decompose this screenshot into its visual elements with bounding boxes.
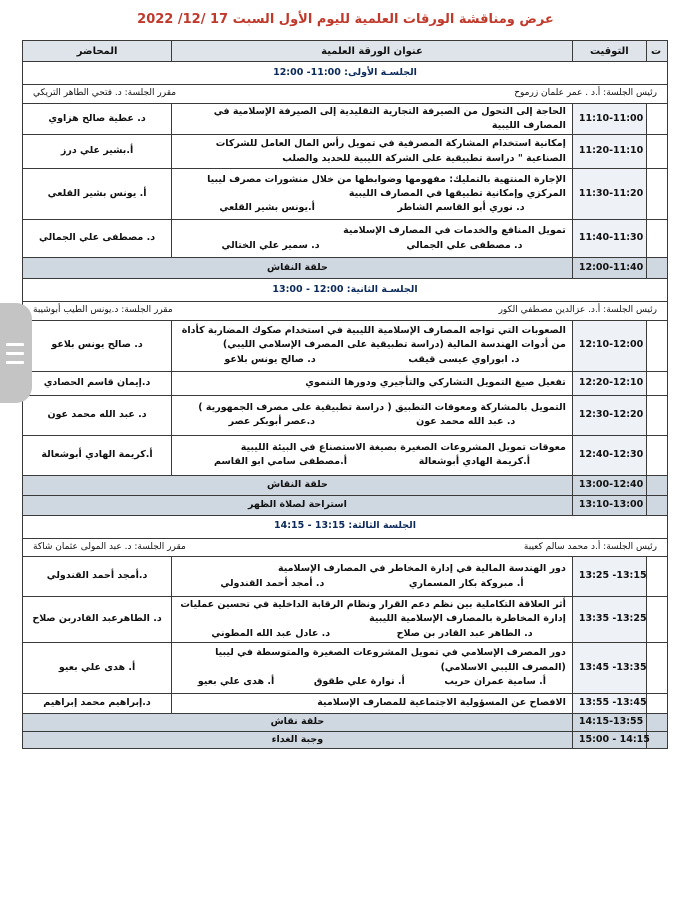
break-time: 14:15-13:55 (572, 713, 646, 731)
paper-authors (178, 201, 566, 215)
paper-title: التمويل بالمشاركة ومعوقات التطبيق ( دراسة تطبيقية على مصرف الجمهورية ) (198, 401, 566, 413)
paper-title-cell (172, 642, 573, 693)
paper-number (646, 395, 667, 435)
paper-number (646, 220, 667, 258)
break-label: حلقة النقاش (23, 258, 573, 279)
session-chair: رئيس الجلسة: أ.د . عمر علمان زرموح (514, 88, 657, 98)
paper-title-cell (172, 371, 573, 395)
schedule-body (23, 62, 668, 749)
paper-authors (178, 675, 566, 689)
paper-time: 11:10-11:00 (572, 103, 646, 135)
paper-author: أ.مصطفى سامي ابو القاسم (214, 456, 347, 467)
session-chair-cell (23, 302, 668, 321)
paper-authors (178, 455, 566, 469)
paper-lecturer: د.إبراهيم محمد إبراهيم (23, 693, 172, 713)
break-number (646, 258, 667, 279)
paper-title-cell (172, 169, 573, 220)
session-rapporteur: مقرر الجلسة: د.يونس الطيب أبوشيبة (33, 305, 173, 315)
paper-number (646, 642, 667, 693)
paper-number (646, 597, 667, 643)
paper-number (646, 103, 667, 135)
paper-author: أ. سامية عمران حريب (444, 675, 547, 687)
paper-author: د.عصر أبوبكر عصر (228, 416, 316, 427)
session-heading-row (23, 279, 668, 302)
paper-number (646, 169, 667, 220)
session-heading: الجلسـة الثانية: 12:00 - 13:00 (23, 279, 668, 302)
header-time: التوقيت (572, 41, 646, 62)
paper-time: 12:30-12:20 (572, 395, 646, 435)
paper-number (646, 135, 667, 169)
paper-time: 11:20-11:10 (572, 135, 646, 169)
session-rapporteur: مقرر الجلسة: د. فتحي الطاهر التريكي (33, 88, 177, 98)
session-chair-info (33, 304, 657, 318)
paper-title: الافصاح عن المسؤولية الاجتماعية للمصارف الإسلامية (317, 697, 566, 709)
paper-time: 12:20-12:10 (572, 371, 646, 395)
paper-title: دور المصرف الإسلامي في تمويل المشروعات الصغيرة والمتوسطة في ليبيا (المصرف الليبي الاسلامي) (215, 647, 566, 673)
paper-row (23, 220, 668, 258)
paper-number (646, 435, 667, 475)
paper-number (646, 320, 667, 371)
paper-title-cell (172, 220, 573, 258)
break-time: 12:00-11:40 (572, 258, 646, 279)
paper-lecturer: أ. هدى علي بعيو (23, 642, 172, 693)
header-title: عنوان الورقة العلمية (172, 41, 573, 62)
paper-time: 13:35 -13:25 (572, 597, 646, 643)
paper-author: د. سمير علي الختالي (221, 239, 320, 251)
break-row (23, 258, 668, 279)
session-heading-row (23, 62, 668, 85)
header-lecturer: المحاضر (23, 41, 172, 62)
paper-title: تفعيل صيغ التمويل التشاركي والتأجيري ودورها التنموي (305, 376, 566, 388)
session-rapporteur: مقرر الجلسة: د. عبد المولى عثمان شاكة (33, 541, 186, 552)
paper-authors (178, 353, 566, 367)
break-time: 13:10-13:00 (572, 495, 646, 515)
paper-title-cell (172, 135, 573, 169)
session-chair-info (33, 541, 657, 555)
paper-title-cell (172, 395, 573, 435)
session-chair-row (23, 538, 668, 557)
break-label: حلقة نقاش (23, 713, 573, 731)
grip-line-icon (6, 361, 24, 364)
paper-lecturer: أ. يونس بشير القلعي (23, 169, 172, 220)
paper-title-cell (172, 320, 573, 371)
paper-lecturer: د. مصطفى علي الجمالي (23, 220, 172, 258)
paper-time: 11:40-11:30 (572, 220, 646, 258)
paper-title-cell (172, 103, 573, 135)
paper-row (23, 693, 668, 713)
paper-author: د. أمجد أحمد القندولي (220, 577, 325, 589)
paper-row (23, 395, 668, 435)
paper-title: الصعوبات التي تواجه المصارف الإسلامية الليبية في استخدام صكوك المضاربة كأداة من أدوات الهندسة المالية (دراسة تطبيقية على المصرف الإسلامي الليبي) (181, 325, 566, 351)
session-chair-cell (23, 85, 668, 104)
break-time: 15:00 - 14:15 (572, 731, 646, 748)
grip-line-icon (6, 352, 24, 355)
paper-time: 13:25 -13:15 (572, 557, 646, 597)
break-number (646, 475, 667, 495)
paper-author: أ.يونس بشير القلعي (219, 202, 315, 214)
paper-time: 12:40-12:30 (572, 435, 646, 475)
paper-row (23, 597, 668, 643)
break-label: حلقة النقاش (23, 475, 573, 495)
break-row (23, 713, 668, 731)
paper-lecturer: أ.كريمة الهادي أبوشعالة (23, 435, 172, 475)
break-number (646, 495, 667, 515)
paper-title: دور الهندسة المالية في إدارة المخاطر في المصارف الإسلامية (277, 563, 566, 575)
break-row (23, 731, 668, 748)
paper-number (646, 371, 667, 395)
paper-author: د. عبد الله محمد عون (416, 416, 516, 427)
paper-title: معوقات تمويل المشروعات الصغيرة بصيغة الاستصناع في البيئة الليبية (240, 441, 566, 453)
paper-lecturer: د.إيمان قاسم الحصادي (23, 371, 172, 395)
paper-authors (178, 627, 566, 641)
paper-lecturer: د. الطاهرعبد القادربن صلاح (23, 597, 172, 643)
session-heading: الجلسة الثالثة: 13:15 - 14:15 (23, 515, 668, 538)
session-heading: الجلسـة الأولى: 11:00- 12:00 (23, 62, 668, 85)
break-row (23, 495, 668, 515)
paper-time: 11:30-11:20 (572, 169, 646, 220)
paper-title-cell (172, 435, 573, 475)
side-handle[interactable] (0, 303, 32, 403)
paper-authors (178, 415, 566, 429)
paper-author: أ. مبروكة بكار المسماري (408, 577, 524, 589)
paper-title: أثر العلاقة التكاملية بين نظم دعم القرار ونظام الرقابة الداخلية في تحسين عمليات إدارة المخاطرة بالمصارف الإسلامية الليبية (180, 599, 566, 625)
paper-lecturer: أ.بشير علي درز (23, 135, 172, 169)
session-chair: رئيس الجلسة: أ.د. عزالدين مصطفي الكور (498, 305, 657, 315)
paper-lecturer: د. صالح يونس بلاعو (23, 320, 172, 371)
break-number (646, 713, 667, 731)
paper-row (23, 642, 668, 693)
paper-row (23, 135, 668, 169)
break-row (23, 475, 668, 495)
paper-author: أ.كريمة الهادي أبوشعالة (418, 456, 530, 467)
paper-title: الحاجة إلى التحول من الصيرفة التجارية التقليدية إلى الصيرفة الإسلامية في المصارف الليبية (213, 105, 566, 131)
paper-row (23, 435, 668, 475)
paper-lecturer: د.أمجد أحمد القندولي (23, 557, 172, 597)
break-label: وجبة الغداء (23, 731, 573, 748)
header-num: ت (646, 41, 667, 62)
session-chair: رئيس الجلسة: أ.د محمد سالم كعيبة (523, 541, 657, 552)
paper-title: الإجارة المنتهية بالتمليك: مفهومها وضوابطها من خلال منشورات مصرف ليبيا المركزي وإمكانية تطبيقها في المصارف الليبية (207, 173, 566, 199)
paper-author: د. صالح يونس بلاعو (224, 353, 316, 365)
paper-author: د. نوري أبو القاسم الشاطر (397, 202, 525, 214)
paper-number (646, 693, 667, 713)
session-chair-row (23, 85, 668, 104)
paper-author: أ. نوارة علي طقوق (313, 675, 405, 687)
paper-time: 13:45 -13:35 (572, 642, 646, 693)
break-label: استراحة لصلاة الظهر (23, 495, 573, 515)
paper-row (23, 557, 668, 597)
session-heading-row (23, 515, 668, 538)
paper-time: 12:10-12:00 (572, 320, 646, 371)
paper-author: د. الطاهر عبد القادر بن صلاح (396, 627, 533, 639)
paper-row (23, 371, 668, 395)
session-chair-info (33, 87, 657, 101)
paper-authors (178, 239, 566, 253)
paper-row (23, 169, 668, 220)
paper-number (646, 557, 667, 597)
session-chair-row (23, 302, 668, 321)
header-row (23, 41, 668, 62)
paper-title-cell (172, 557, 573, 597)
grip-line-icon (6, 343, 24, 346)
paper-row (23, 320, 668, 371)
paper-lecturer: د. عبد الله محمد عون (23, 395, 172, 435)
paper-title-cell (172, 597, 573, 643)
paper-title: إمكانية استخدام المشاركة المصرفية في تمويل رأس المال العامل للشركات الصناعية " دراسة تطبيقية على الشركة الليبية للحديد والصلب (215, 138, 566, 164)
paper-author: أ. هدى علي بعيو (197, 675, 275, 687)
paper-author: د. مصطفى علي الجمالي (406, 239, 523, 251)
break-time: 13:00-12:40 (572, 475, 646, 495)
paper-time: 13:55 -13:45 (572, 693, 646, 713)
paper-author: د. ابوراوي عيسى قيقب (408, 353, 520, 365)
paper-title-cell (172, 693, 573, 713)
paper-author: د. عادل عبد الله المطوني (211, 627, 331, 639)
schedule-table (22, 40, 668, 749)
session-chair-cell (23, 538, 668, 557)
page-title: عرض ومناقشة الورقات العلمية لليوم الأول السبت 17 /12/ 2022 (137, 12, 554, 27)
paper-title: تمويل المنافع والخدمات في المصارف الإسلامية (343, 225, 566, 237)
paper-lecturer: د. عطية صالح هزاوي (23, 103, 172, 135)
paper-authors (178, 577, 566, 591)
paper-row (23, 103, 668, 135)
